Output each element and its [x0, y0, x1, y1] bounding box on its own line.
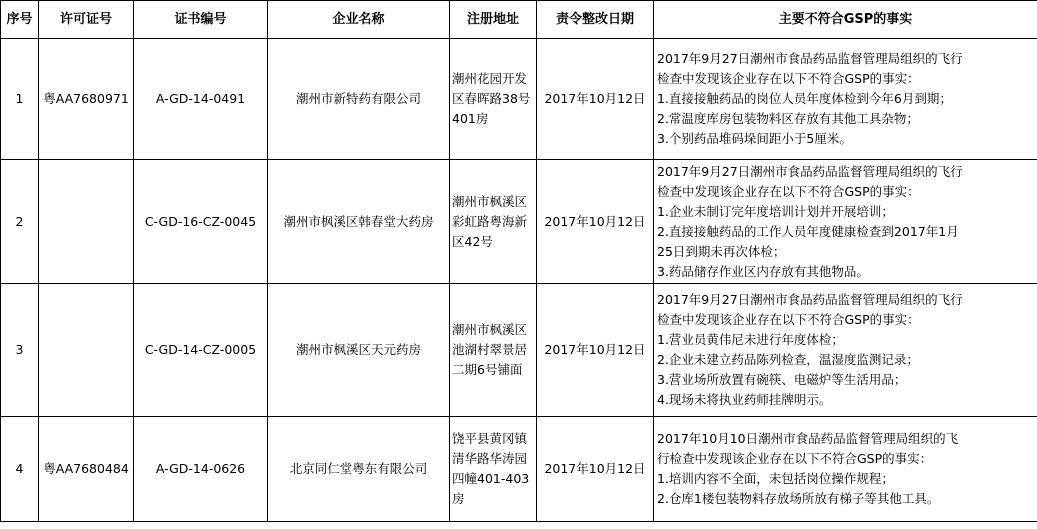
fact-line: 2.常温度库房包装物料区存放有其他工具杂物； [657, 111, 919, 126]
table-header-row [1, 1, 1037, 39]
fact-line: 3.药品储存作业区内存放有其他物品。 [657, 263, 869, 279]
cell-seq: 3 [1, 284, 39, 417]
fact-line: 2017年9月27日潮州市食品药品监督管理局组织的飞行 [657, 292, 963, 307]
cell-seq: 2 [1, 160, 39, 284]
fact-line: 2.直接接触药品的工作人员年度健康检查到2017年1月 [657, 223, 959, 239]
table-row [1, 417, 1037, 522]
cell-cert: C-GD-16-CZ-0045 [134, 160, 268, 284]
cell-deadline: 2017年10月12日 [537, 284, 654, 417]
header-seq: 序号 [1, 1, 39, 39]
fact-line: 3.营业场所放置有碗筷、电磁炉等生活用品； [657, 372, 907, 387]
fact-line: 1.企业未制订完年度培训计划并开展培训； [657, 203, 894, 219]
header-company: 企业名称 [268, 1, 450, 39]
cell-address: 饶平县黄冈镇清华路华涛园四幢401-403房 [450, 417, 537, 522]
cell-company: 北京同仁堂粤东有限公司 [268, 417, 450, 522]
header-deadline: 责令整改日期 [537, 1, 654, 39]
cell-address: 潮州市枫溪区池湖村翠景居二期6号铺面 [450, 284, 537, 417]
fact-line: 4.现场未将执业药师挂牌明示。 [657, 392, 832, 407]
cell-address: 潮州市枫溪区彩虹路粤海新区42号 [450, 160, 537, 284]
cell-facts [654, 417, 1037, 522]
fact-line: 1.营业员黄伟尼未进行年度体检； [657, 332, 844, 347]
table-row [1, 39, 1037, 160]
table-row [1, 284, 1037, 417]
cell-deadline: 2017年10月12日 [537, 39, 654, 160]
cell-address: 潮州花园开发区春晖路38号401房 [450, 39, 537, 160]
cell-cert: A-GD-14-0626 [134, 417, 268, 522]
header-facts: 主要不符合GSP的事实 [654, 1, 1037, 39]
fact-line: 行检查中发现该企业存在以下不符合GSP的事实： [657, 451, 933, 466]
cell-seq: 1 [1, 39, 39, 160]
fact-line: 检查中发现该企业存在以下不符合GSP的事实： [657, 71, 920, 86]
fact-line: 2017年9月27日潮州市食品药品监督管理局组织的飞行 [657, 163, 963, 179]
fact-line: 检查中发现该企业存在以下不符合GSP的事实： [657, 312, 920, 327]
cell-license [39, 284, 134, 417]
table-row [1, 160, 1037, 284]
cell-company: 潮州市枫溪区天元药房 [268, 284, 450, 417]
cell-facts [654, 284, 1037, 417]
cell-seq: 4 [1, 417, 39, 522]
header-cert: 证书编号 [134, 1, 268, 39]
cell-facts [654, 39, 1037, 160]
cell-license: 粤AA7680484 [39, 417, 134, 522]
fact-line: 1.直接接触药品的岗位人员年度体检到今年6月到期； [657, 91, 952, 106]
cell-cert: C-GD-14-CZ-0005 [134, 284, 268, 417]
cell-license: 粤AA7680971 [39, 39, 134, 160]
fact-line: 2017年9月27日潮州市食品药品监督管理局组织的飞行 [657, 51, 963, 66]
fact-line: 2017年10月10日潮州市食品药品监督管理局组织的飞 [657, 431, 959, 446]
fact-line: 1.培训内容不全面，未包括岗位操作规程； [657, 471, 894, 486]
header-address: 注册地址 [450, 1, 537, 39]
cell-company: 潮州市新特药有限公司 [268, 39, 450, 160]
fact-line: 检查中发现该企业存在以下不符合GSP的事实： [657, 183, 920, 199]
cell-deadline: 2017年10月12日 [537, 160, 654, 284]
cell-deadline: 2017年10月12日 [537, 417, 654, 522]
fact-line: 25日到期未再次体检； [657, 243, 786, 259]
cell-company: 潮州市枫溪区韩春堂大药房 [268, 160, 450, 284]
fact-line: 2.仓库1楼包装物料存放场所放有梯子等其他工具。 [657, 491, 940, 506]
cell-license [39, 160, 134, 284]
cell-facts [654, 160, 1037, 284]
cell-cert: A-GD-14-0491 [134, 39, 268, 160]
fact-line: 3.个别药品堆码垛间距小于5厘米。 [657, 131, 852, 146]
header-license: 许可证号 [39, 1, 134, 39]
fact-line: 2.企业未建立药品陈列检查，温湿度监测记录； [657, 352, 919, 367]
